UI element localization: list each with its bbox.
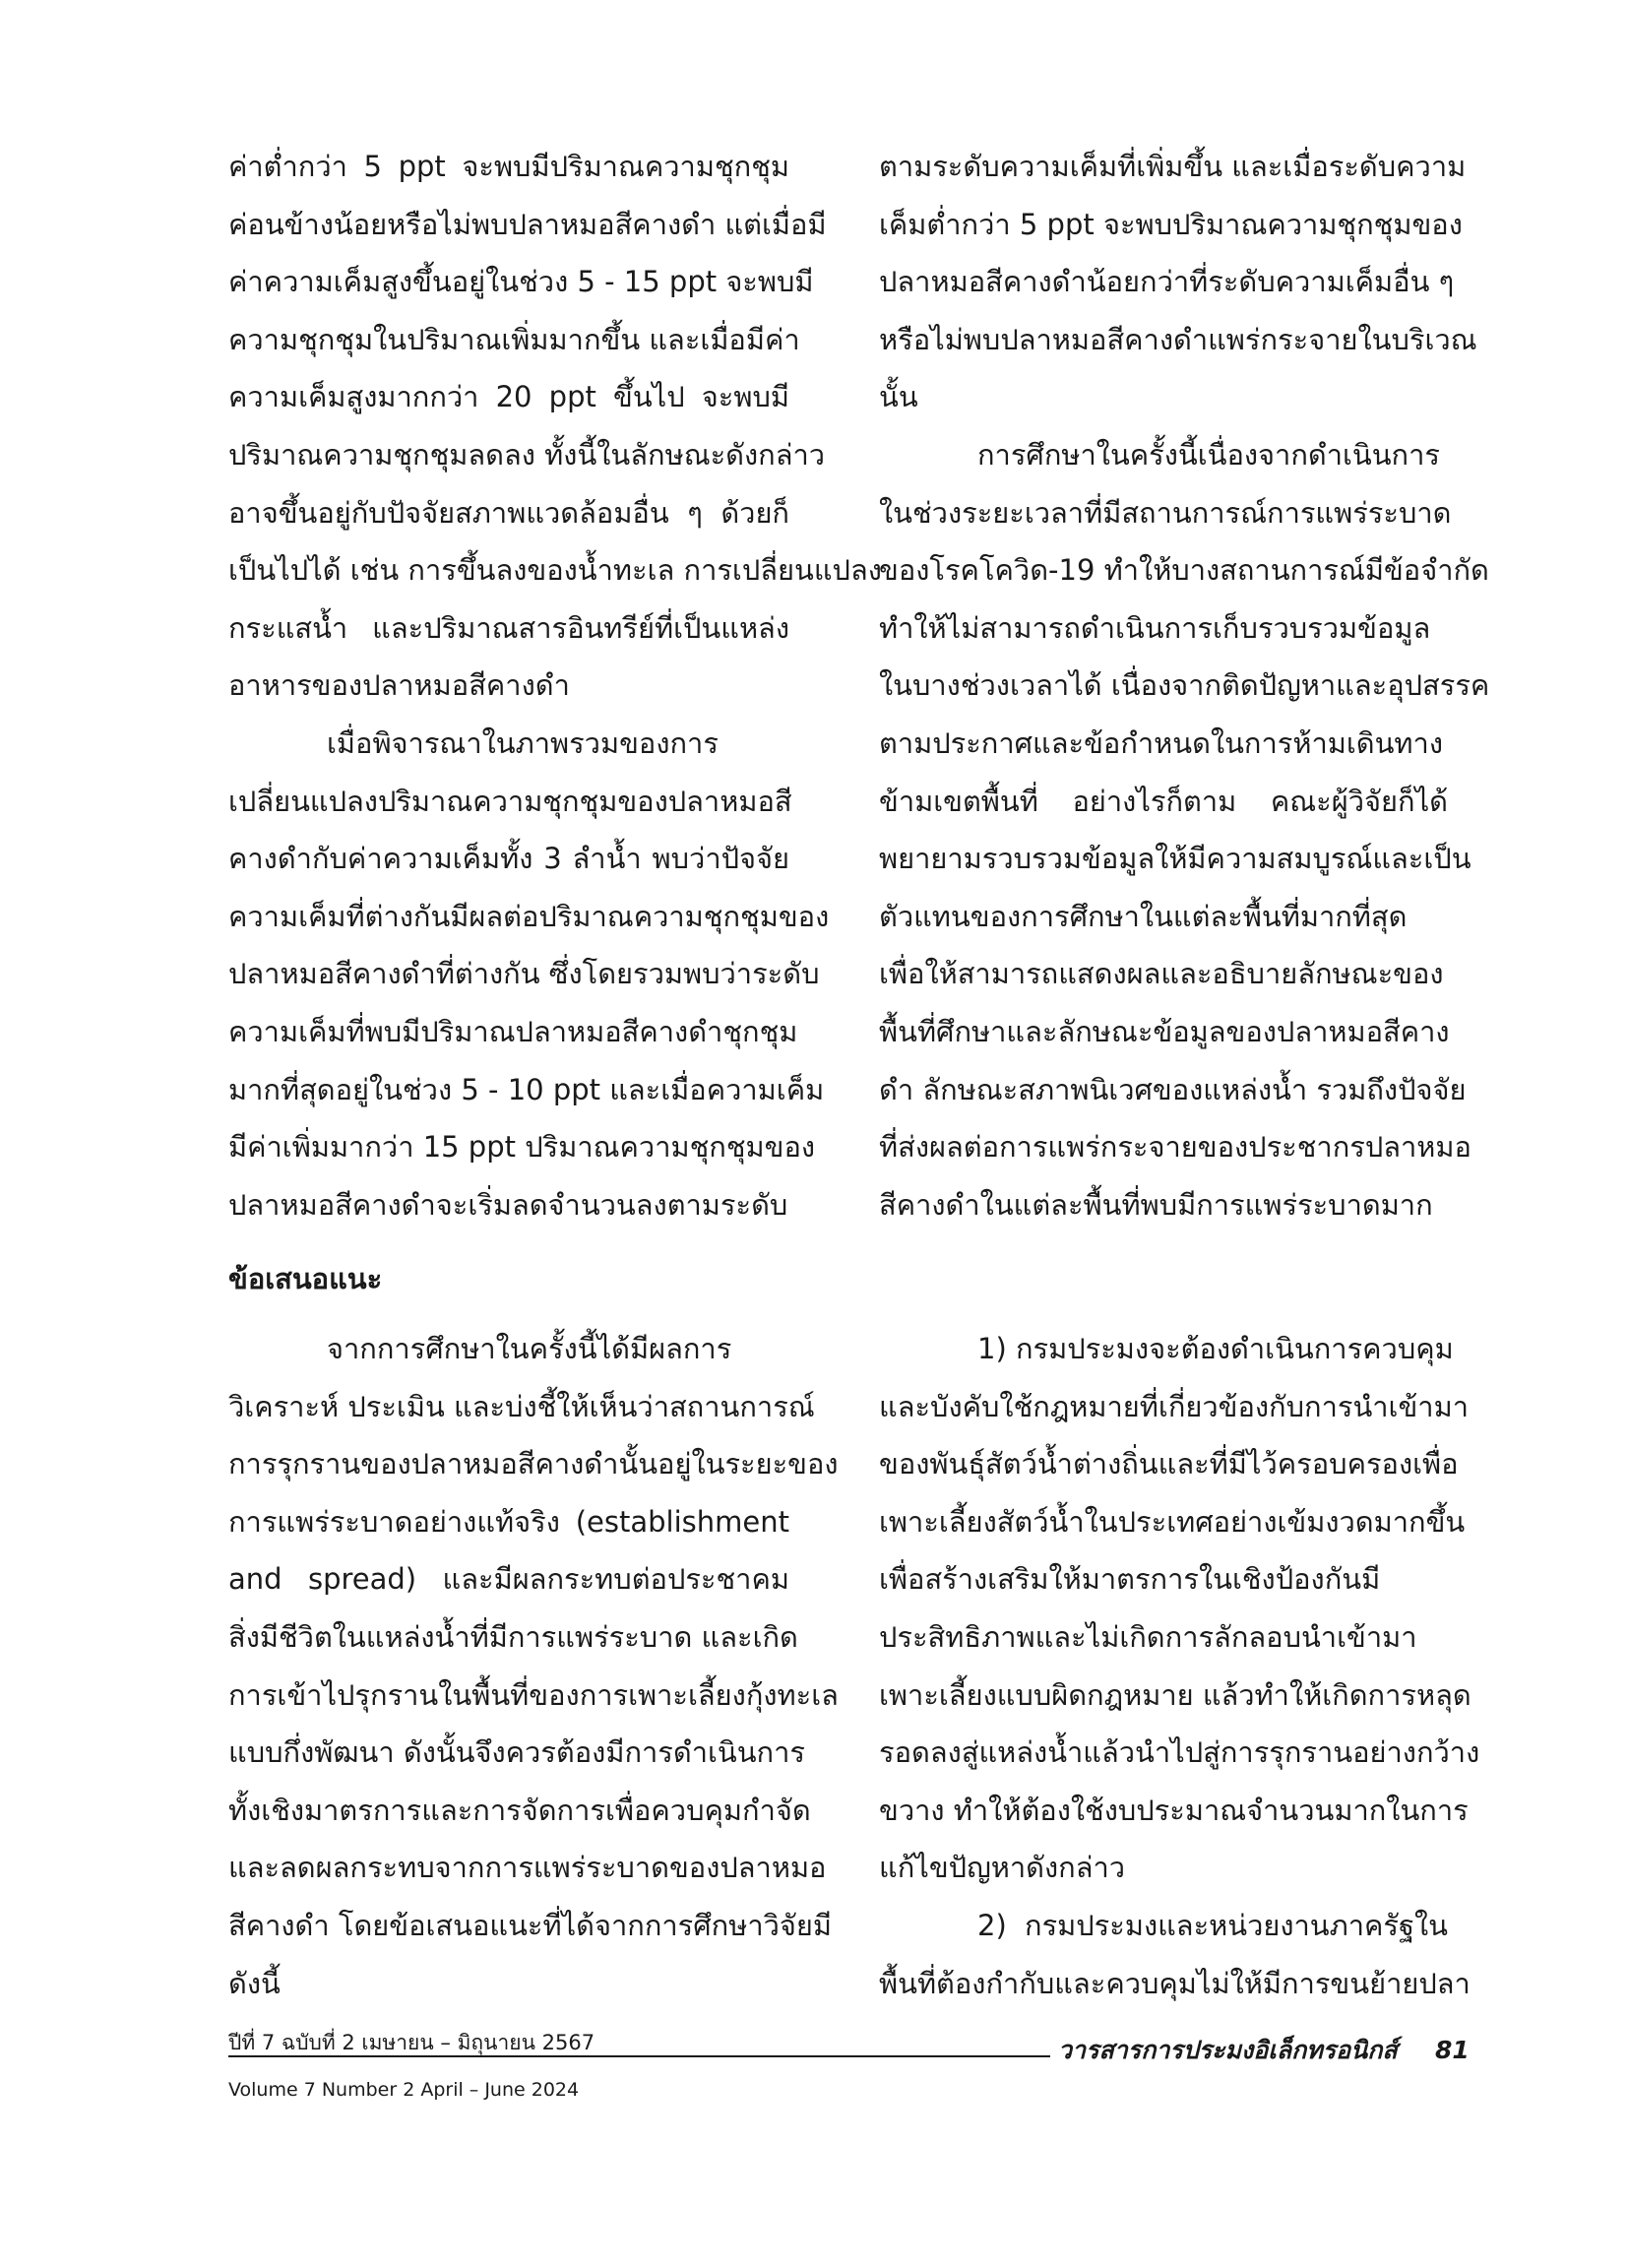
text-line: การรุกรานของปลาหมอสีคางดำนั้นอยู่ในระยะของ	[228, 1447, 839, 1481]
text-line: ทำให้ไม่สามารถดำเนินการเก็บรวบรวมข้อมูล	[879, 610, 1431, 645]
text-line: มีค่าเพิ่มมากว่า 15 ppt ปริมาณความชุกชุมของ	[228, 1130, 816, 1165]
text-line: and spread) และมีผลกระทบต่อประชาคม	[228, 1562, 789, 1597]
text-line: มากที่สุดอยู่ในช่วง 5 - 10 ppt และเมื่อความเค็ม	[228, 1072, 825, 1106]
text-line: สีคางดำในแต่ละพื้นที่พบมีการแพร่ระบาดมาก	[879, 1187, 1433, 1222]
text-line: และบังคับใช้กฎหมายที่เกี่ยวข้องกับการนำเข้ามา	[879, 1389, 1469, 1423]
text-line: การเข้าไปรุกรานในพื้นที่ของการเพาะเลี้ยงกุ้งทะเล	[228, 1677, 839, 1712]
lower-left-column	[228, 1320, 839, 2012]
footer-issue-thai: ปีที่ 7 ฉบับที่ 2 เมษายน – มิถุนายน 2567	[228, 2031, 595, 2054]
text-line: เพื่อสร้างเสริมให้มาตรการในเชิงป้องกันมี	[879, 1562, 1381, 1597]
text-line: ดำ ลักษณะสภาพนิเวศของแหล่งน้ำ รวมถึงปัจจัย	[879, 1072, 1467, 1106]
text-line: 2) กรมประมงและหน่วยงานภาครัฐใน	[977, 1908, 1448, 1942]
text-line: การแพร่ระบาดอย่างแท้จริง (establishment	[228, 1504, 789, 1539]
text-line: 1) กรมประมงจะต้องดำเนินการควบคุม	[977, 1332, 1454, 1365]
footer-issue-english: Volume 7 Number 2 April – June 2024	[228, 2079, 580, 2101]
text-line: อาหารของปลาหมอสีคางดำ	[228, 668, 570, 703]
text-line: พยายามรวบรวมข้อมูลให้มีความสมบูรณ์และเป็น	[879, 842, 1471, 876]
text-line: ค่าความเค็มสูงขึ้นอยู่ในช่วง 5 - 15 ppt จะพบมี	[228, 265, 814, 299]
text-line: ตามประกาศและข้อกำหนดในการห้ามเดินทาง	[879, 725, 1443, 760]
paragraph	[228, 1320, 839, 2012]
paragraph	[879, 138, 1477, 426]
text-line: เพื่อให้สามารถแสดงผลและอธิบายลักษณะของ	[879, 957, 1444, 991]
paragraph	[879, 1320, 1480, 1897]
text-line: เป็นไปได้ เช่น การขึ้นลงของน้ำทะเล การเปลี่ยนแปลง	[228, 553, 882, 588]
text-line: เพาะเลี้ยงสัตว์น้ำในประเทศอย่างเข้มงวดมากขึ้น	[879, 1504, 1466, 1539]
text-line: พื้นที่ศึกษาและลักษณะข้อมูลของปลาหมอสีคาง	[879, 1014, 1450, 1048]
text-line: ทั้งเชิงมาตรการและการจัดการเพื่อควบคุมกำจัด	[228, 1793, 811, 1827]
text-line: ดังนี้	[228, 1966, 281, 2000]
text-line: ปลาหมอสีคางดำที่ต่างกัน ซึ่งโดยรวมพบว่าระดับ	[228, 957, 820, 991]
paragraph	[228, 138, 882, 715]
text-line: ของโรคโควิด-19 ทำให้บางสถานการณ์มีข้อจำกัด	[879, 553, 1489, 588]
text-line: นั้น	[879, 380, 918, 414]
text-line: พื้นที่ต้องกำกับและควบคุมไม่ให้มีการขนย้ายปลา	[879, 1966, 1471, 2000]
paragraph	[879, 1897, 1471, 2012]
lower-right-column	[879, 1320, 1480, 2012]
text-line: ตัวแทนของการศึกษาในแต่ละพื้นที่มากที่สุด	[879, 899, 1408, 933]
text-line: ค่อนข้างน้อยหรือไม่พบปลาหมอสีคางดำ แต่เมื่อมี	[228, 207, 827, 241]
paragraph	[228, 715, 830, 1233]
text-line: ในช่วงระยะเวลาที่มีสถานการณ์การแพร่ระบาด	[879, 495, 1452, 530]
text-line: ค่าต่ำกว่า 5 ppt จะพบมีปริมาณความชุกชุม	[228, 150, 789, 183]
text-line: ปลาหมอสีคางดำน้อยกว่าที่ระดับความเค็มอื่น ๆ	[879, 265, 1455, 299]
section-heading: ข้อเสนอแนะ	[228, 1262, 383, 1295]
text-line: เค็มต่ำกว่า 5 ppt จะพบปริมาณความชุกชุมของ	[879, 207, 1463, 241]
text-line: ข้ามเขตพื้นที่ อย่างไรก็ตาม คณะผู้วิจัยก็ได้	[879, 784, 1448, 818]
text-line: จากการศึกษาในครั้งนี้ได้มีผลการ	[327, 1332, 732, 1365]
text-line: เปลี่ยนแปลงปริมาณความชุกชุมของปลาหมอสี	[228, 784, 792, 818]
text-line: ความเค็มที่ต่างกันมีผลต่อปริมาณความชุกชุมของ	[228, 899, 830, 933]
text-line: ความเค็มที่พบมีปริมาณปลาหมอสีคางดำชุกชุม	[228, 1014, 798, 1048]
text-line: กระแสน้ำ และปริมาณสารอินทรีย์ที่เป็นแหล่ง	[228, 610, 789, 645]
text-line: สิ่งมีชีวิตในแหล่งน้ำที่มีการแพร่ระบาด และเกิด	[228, 1619, 798, 1654]
text-line: เมื่อพิจารณาในภาพรวมของการ	[327, 725, 719, 760]
text-line: ที่ส่งผลต่อการแพร่กระจายของประชากรปลาหมอ	[879, 1130, 1471, 1165]
text-line: ในบางช่วงเวลาได้ เนื่องจากติดปัญหาและอุปสรรค	[879, 668, 1490, 703]
text-line: คางดำกับค่าความเค็มทั้ง 3 ลำน้ำ พบว่าปัจจัย	[228, 842, 789, 876]
footer-rule	[228, 2055, 1050, 2057]
text-line: แก้ไขปัญหาดังกล่าว	[879, 1851, 1126, 1885]
text-line: แบบกึ่งพัฒนา ดังนั้นจึงควรต้องมีการดำเนินการ	[228, 1735, 805, 1770]
page-number: 81	[1435, 2036, 1470, 2064]
text-line: ตามระดับความเค็มที่เพิ่มขึ้น และเมื่อระดับความ	[879, 150, 1467, 183]
upper-right-column	[879, 138, 1490, 1233]
text-line: สีคางดำ โดยข้อเสนอแนะที่ได้จากการศึกษาวิจัยมี	[228, 1908, 833, 1942]
paragraph	[879, 426, 1490, 1233]
text-line: หรือไม่พบปลาหมอสีคางดำแพร่กระจายในบริเวณ	[879, 322, 1477, 356]
upper-left-column	[228, 138, 882, 1233]
text-line: ประสิทธิภาพและไม่เกิดการลักลอบนำเข้ามา	[879, 1619, 1417, 1654]
text-line: ความชุกชุมในปริมาณเพิ่มมากขึ้น และเมื่อมีค่า	[228, 322, 800, 356]
text-line: อาจขึ้นอยู่กับปัจจัยสภาพแวดล้อมอื่น ๆ ด้วยก็	[228, 495, 789, 530]
text-line: ปริมาณความชุกชุมลดลง ทั้งนี้ในลักษณะดังกล่าว	[228, 437, 826, 472]
text-line: วิเคราะห์ ประเมิน และบ่งชี้ให้เห็นว่าสถานการณ์	[228, 1389, 815, 1423]
text-line: การศึกษาในครั้งนี้เนื่องจากดำเนินการ	[977, 437, 1440, 472]
text-line: เพาะเลี้ยงแบบผิดกฎหมาย แล้วทำให้เกิดการหลุด	[879, 1677, 1471, 1712]
text-line: รอดลงสู่แหล่งน้ำแล้วนำไปสู่การรุกรานอย่างกว้าง	[879, 1735, 1480, 1770]
text-line: ความเค็มสูงมากกว่า 20 ppt ขึ้นไป จะพบมี	[228, 380, 789, 414]
text-line: ขวาง ทำให้ต้องใช้งบประมาณจำนวนมากในการ	[879, 1793, 1469, 1827]
text-line: และลดผลกระทบจากการแพร่ระบาดของปลาหมอ	[228, 1851, 827, 1885]
journal-name: วารสารการประมงอิเล็กทรอนิกส์	[1058, 2036, 1398, 2064]
text-line: ปลาหมอสีคางดำจะเริ่มลดจำนวนลงตามระดับ	[228, 1187, 788, 1222]
text-line: ของพันธุ์สัตว์น้ำต่างถิ่นและที่มีไว้ครอบครองเพื่อ	[879, 1447, 1459, 1481]
